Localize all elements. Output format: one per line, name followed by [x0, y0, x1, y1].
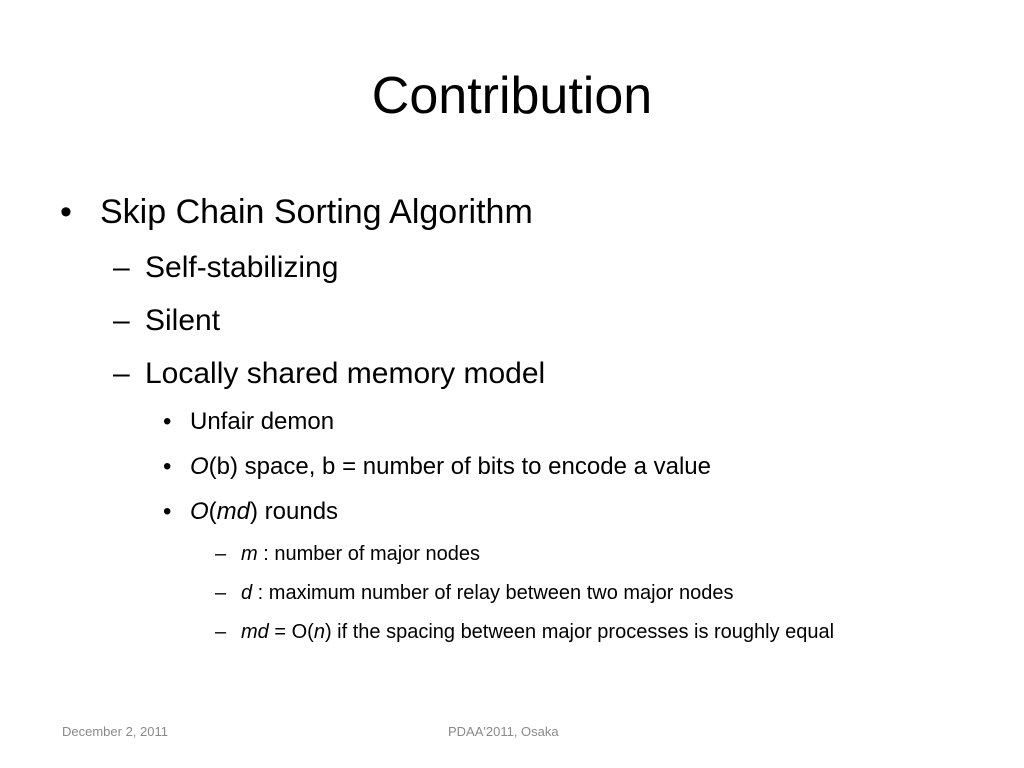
dash-icon: –: [215, 543, 227, 565]
model-item-space: O(b) space, b = number of bits to encode a value: [190, 453, 711, 480]
sub-item-self-stabilizing: Self-stabilizing: [145, 251, 339, 284]
dash-icon: –: [113, 251, 130, 284]
model-item-rounds: O(md) rounds: [190, 498, 339, 525]
footer-venue: PDAA'2011, Osaka: [448, 724, 559, 739]
sub-item-shared-memory: Locally shared memory model: [145, 357, 546, 390]
bullet-icon: •: [163, 498, 172, 525]
main-bullet-text: Skip Chain Sorting Algorithm: [100, 193, 533, 231]
bullet-icon: •: [60, 193, 72, 231]
dash-icon: –: [215, 582, 227, 604]
round-item-m: m : number of major nodes: [241, 543, 481, 565]
sub-item-silent: Silent: [145, 304, 221, 337]
round-item-d: d : maximum number of relay between two major nodes: [241, 582, 734, 604]
dash-icon: –: [113, 304, 130, 337]
dash-icon: –: [113, 357, 130, 390]
bullet-icon: •: [163, 453, 172, 480]
model-item-demon: Unfair demon: [190, 408, 335, 435]
dash-icon: –: [215, 621, 227, 643]
bullet-icon: •: [163, 408, 172, 435]
slide-title: Contribution: [371, 67, 653, 125]
round-item-md: md = O(n) if the spacing between major processes is roughly equal: [241, 621, 835, 643]
footer-date: December 2, 2011: [62, 724, 168, 739]
